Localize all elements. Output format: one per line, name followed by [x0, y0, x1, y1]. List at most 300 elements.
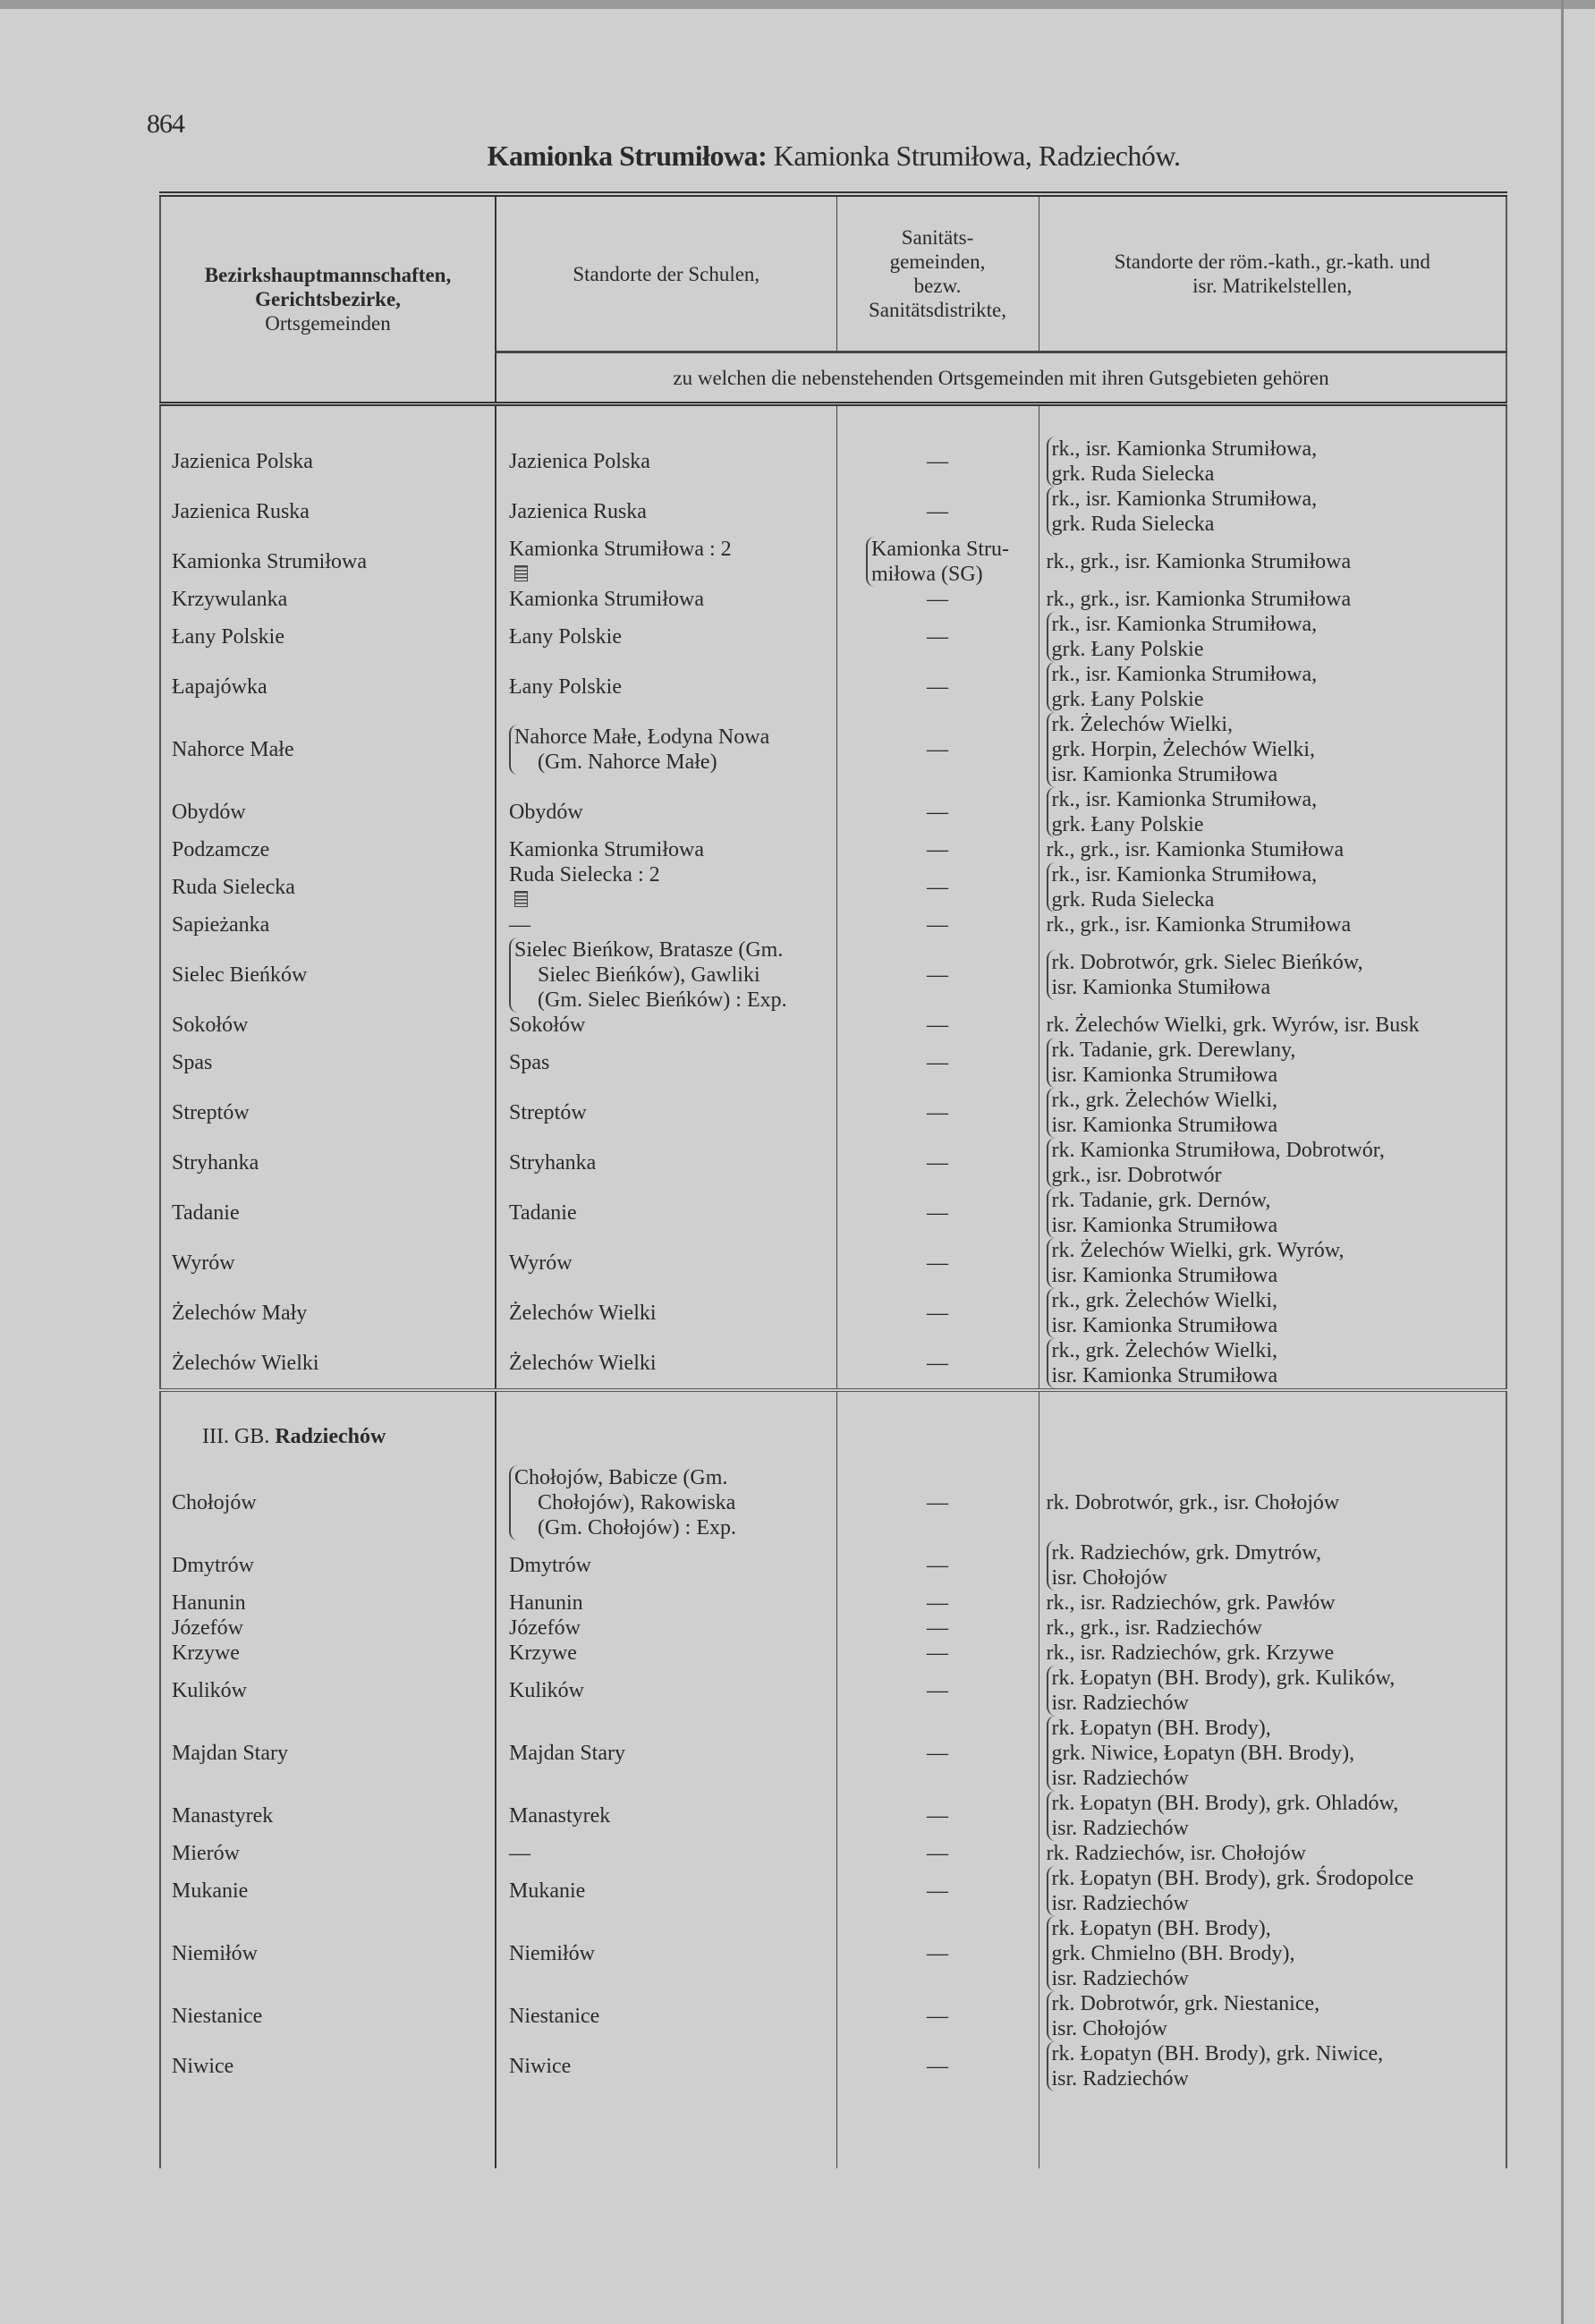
parish-registry [1039, 862, 1506, 912]
sanitary-line: — [927, 1591, 948, 1615]
table-row [160, 612, 1506, 662]
table-row [160, 912, 1506, 937]
school-line: Niemiłów [509, 1942, 595, 1965]
brace [1047, 1288, 1278, 1338]
sanitary-line: — [927, 876, 948, 899]
parish-registry [1039, 1916, 1506, 1991]
sanitary-district [836, 587, 1039, 612]
school-line: Wyrów [509, 1251, 573, 1275]
sanitary-district [836, 1138, 1039, 1188]
parish-registry [1039, 1841, 1506, 1866]
municipality-name: Manastyrek [160, 1791, 496, 1841]
parish-line: rk. Łopatyn (BH. Brody), [1051, 1917, 1271, 1940]
sanitary-line: — [927, 1554, 948, 1577]
header-line: Standorte der röm.-kath., gr.-kath. und [1114, 250, 1430, 273]
parish-line: isr. Kamionka Strumiłowa [1051, 1314, 1278, 1337]
parish-line: rk., isr. Kamionka Strumiłowa, [1051, 863, 1318, 886]
sanitary-district [836, 1666, 1039, 1716]
parish-registry [1039, 1288, 1506, 1338]
header-schools: Standorte der Schulen, [496, 194, 836, 352]
municipality-table [159, 191, 1507, 2168]
sanitary-line: — [927, 1616, 948, 1640]
sanitary-line: Kamionka Stru- [871, 538, 1009, 561]
sanitary-line: — [927, 1942, 948, 1965]
page-number: 864 [147, 109, 184, 139]
sanitary-line: — [927, 1101, 948, 1124]
sanitary-line: — [927, 1251, 948, 1275]
parish-line: rk., isr. Kamionka Strumiłowa, [1051, 488, 1318, 511]
table-row [160, 1338, 1506, 1390]
sanitary-line: — [927, 801, 948, 824]
parish-line: rk., grk. Żelechów Wielki, [1051, 1089, 1278, 1112]
table-row [160, 1288, 1506, 1338]
school-location [496, 1590, 836, 1616]
parish-registry [1039, 537, 1506, 587]
school-line: Jazienica Polska [509, 450, 650, 473]
parish-line: rk. Łopatyn (BH. Brody), grk. Kulików, [1051, 1667, 1396, 1690]
sanitary-line: — [927, 625, 948, 649]
heading-name: Radziechów [275, 1425, 386, 1448]
school-line: Jazienica Ruska [509, 500, 647, 523]
parish-registry [1039, 487, 1506, 537]
school-line: — [509, 913, 530, 937]
school-location [496, 612, 836, 662]
sanitary-line: — [927, 738, 948, 761]
parish-registry [1039, 1991, 1506, 2041]
school-location [496, 1641, 836, 1666]
school-location [496, 862, 836, 912]
header-line: Gerichtsbezirke, [255, 288, 401, 310]
school-location [496, 1188, 836, 1238]
header-line: gemeinden, [889, 250, 986, 273]
sanitary-district [836, 1616, 1039, 1641]
parish-line: rk. Radziechów, isr. Chołojów [1046, 1842, 1306, 1865]
sanitary-line: — [927, 913, 948, 937]
header-line: Sanitäts- [901, 226, 974, 249]
sanitary-district [836, 1288, 1039, 1338]
table-row [160, 787, 1506, 837]
parish-line: rk. Tadanie, grk. Dernów, [1051, 1189, 1271, 1212]
municipality-name: Kulików [160, 1666, 496, 1716]
brace [1047, 1991, 1320, 2041]
parish-registry [1039, 1038, 1506, 1088]
header-line: Sanitätsdistrikte, [869, 299, 1006, 321]
municipality-name: Stryhanka [160, 1138, 496, 1188]
brace [1047, 612, 1318, 662]
table-row [160, 1540, 1506, 1590]
sanitary-line: — [927, 1804, 948, 1828]
municipality-name: Obydów [160, 787, 496, 837]
brace [509, 937, 787, 1013]
parish-line: isr. Radziechów [1051, 1817, 1189, 1840]
municipality-name: Sielec Bieńków [160, 937, 496, 1013]
municipality-name: Chołojów [160, 1465, 496, 1540]
school-line: Streptów [509, 1101, 587, 1124]
table-row [160, 1238, 1506, 1288]
sanitary-district [836, 1841, 1039, 1866]
school-location [496, 487, 836, 537]
school-line: Żelechów Wielki [509, 1302, 657, 1325]
school-location [496, 1666, 836, 1716]
parish-registry [1039, 1338, 1506, 1390]
parish-line: isr. Kamionka Strumiłowa [1051, 1114, 1278, 1137]
sanitary-line: — [927, 1352, 948, 1375]
table-row [160, 862, 1506, 912]
municipality-name: Krzywe [160, 1641, 496, 1666]
sanitary-line: — [927, 1051, 948, 1074]
municipality-name: Niemiłów [160, 1916, 496, 1991]
parish-line: rk. Dobrotwór, grk. Sielec Bieńków, [1051, 951, 1363, 974]
sanitary-line: — [927, 1679, 948, 1702]
school-line: Stryhanka [509, 1151, 597, 1175]
sanitary-district [836, 1338, 1039, 1390]
sanitary-district [836, 1188, 1039, 1238]
brace [1047, 1338, 1278, 1388]
municipality-name: Niwice [160, 2041, 496, 2091]
school-location [496, 937, 836, 1013]
table-row [160, 1088, 1506, 1138]
municipality-name: Jazienica Polska [160, 437, 496, 487]
sanitary-district [836, 912, 1039, 937]
header-line: bezw. [913, 275, 962, 297]
parish-line: isr. Kamionka Strumiłowa [1051, 763, 1278, 786]
school-line: Łany Polskie [509, 625, 622, 649]
school-line: Żelechów Wielki [509, 1352, 657, 1375]
sanitary-district [836, 937, 1039, 1013]
sanitary-line: — [927, 1641, 948, 1665]
municipality-name: Kamionka Strumiłowa [160, 537, 496, 587]
parish-line: grk. Ruda Sielecka [1051, 513, 1215, 536]
parish-line: grk., isr. Dobrotwór [1051, 1164, 1222, 1187]
school-location [496, 1138, 836, 1188]
municipality-name: Hanunin [160, 1590, 496, 1616]
table-row [160, 1138, 1506, 1188]
school-location [496, 1716, 836, 1791]
school-line: — [509, 1842, 530, 1865]
parish-line: rk. Łopatyn (BH. Brody), [1051, 1717, 1271, 1740]
municipality-name: Majdan Stary [160, 1716, 496, 1791]
section-heading [160, 1408, 496, 1465]
parish-line: grk. Ruda Sielecka [1051, 888, 1215, 912]
parish-registry [1039, 1716, 1506, 1791]
sanitary-line: — [927, 675, 948, 699]
municipality-name: Ruda Sielecka [160, 862, 496, 912]
header-line: Ortsgemeinden [265, 312, 391, 335]
sanitary-district [836, 437, 1039, 487]
sanitary-line: — [927, 2005, 948, 2028]
parish-registry [1039, 937, 1506, 1013]
school-location [496, 1038, 836, 1088]
municipality-name: Podzamcze [160, 837, 496, 862]
school-line: Niwice [509, 2055, 572, 2078]
brace [1047, 1866, 1414, 1916]
sanitary-district [836, 1590, 1039, 1616]
school-location [496, 587, 836, 612]
sanitary-district [836, 2041, 1039, 2091]
parish-line: grk. Ruda Sielecka [1051, 462, 1215, 486]
sanitary-district [836, 487, 1039, 537]
header-subheader: zu welchen die nebenstehenden Ortsgemeinden mit ihren Gutsgebieten gehören [496, 352, 1506, 404]
parish-line: rk., grk., isr. Kamionka Strumiłowa [1046, 913, 1352, 937]
sanitary-district [836, 1038, 1039, 1088]
sanitary-line: — [927, 1014, 948, 1037]
parish-registry [1039, 787, 1506, 837]
table-row [160, 937, 1506, 1013]
school-line: Chołojów, Babicze (Gm. [514, 1466, 728, 1489]
school-location [496, 1088, 836, 1138]
parish-registry [1039, 587, 1506, 612]
brace [1047, 787, 1318, 837]
scan-edge-right [1561, 0, 1564, 2324]
municipality-name: Dmytrów [160, 1540, 496, 1590]
school-location [496, 712, 836, 787]
municipality-name: Streptów [160, 1088, 496, 1138]
school-line: Manastyrek [509, 1804, 611, 1828]
sanitary-line: miłowa (SG) [871, 563, 983, 586]
brace [1047, 2041, 1384, 2091]
parish-line: isr. Kamionka Strumiłowa [1051, 1364, 1278, 1387]
sanitary-line: — [927, 2055, 948, 2078]
sanitary-district [836, 1465, 1039, 1540]
school-building-icon [514, 891, 528, 907]
table-row [160, 537, 1506, 587]
school-location [496, 1013, 836, 1038]
table-row [160, 1916, 1506, 1991]
parish-line: rk., isr. Kamionka Strumiłowa, [1051, 663, 1318, 686]
municipality-name: Mierów [160, 1841, 496, 1866]
brace [1047, 487, 1318, 537]
header-line: isr. Matrikelstellen, [1192, 275, 1353, 297]
brace [1047, 950, 1363, 1000]
sanitary-district [836, 1238, 1039, 1288]
school-line: Chołojów), Rakowiska [538, 1491, 736, 1514]
municipality-name: Józefów [160, 1616, 496, 1641]
parish-line: rk. Łopatyn (BH. Brody), grk. Ohladów, [1051, 1792, 1399, 1815]
municipality-name: Krzywulanka [160, 587, 496, 612]
parish-line: rk. Żelechów Wielki, [1051, 713, 1234, 736]
parish-line: rk., isr. Kamionka Strumiłowa, [1051, 613, 1318, 636]
heading-prefix: III. GB. [202, 1425, 270, 1448]
parish-line: isr. Chołojów [1051, 2017, 1167, 2040]
parish-line: rk., grk. Żelechów Wielki, [1051, 1289, 1278, 1312]
sanitary-district [836, 1716, 1039, 1791]
header-parishes [1039, 194, 1506, 352]
sanitary-line: — [927, 1151, 948, 1175]
brace [1047, 712, 1316, 787]
brace [1047, 1088, 1278, 1138]
school-location [496, 1540, 836, 1590]
municipality-name: Jazienica Ruska [160, 487, 496, 537]
brace [1047, 1038, 1296, 1088]
table-row [160, 1641, 1506, 1666]
sanitary-district [836, 787, 1039, 837]
parish-line: rk., grk., isr. Kamionka Strumiłowa [1046, 550, 1352, 573]
parish-line: grk. Łany Polskie [1051, 688, 1204, 711]
parish-line: rk., isr. Radziechów, grk. Krzywe [1046, 1641, 1335, 1665]
school-line: Niestanice [509, 2005, 600, 2028]
parish-line: isr. Radziechów [1051, 1967, 1189, 1990]
school-line: Ruda Sielecka : 2 [509, 863, 660, 886]
school-building-icon [514, 565, 528, 581]
parish-line: rk. Żelechów Wielki, grk. Wyrów, isr. Busk [1046, 1014, 1420, 1037]
table-row [160, 1716, 1506, 1791]
school-location [496, 1991, 836, 2041]
page-title [0, 140, 1595, 173]
brace [1047, 437, 1318, 487]
sanitary-district [836, 862, 1039, 912]
school-location [496, 662, 836, 712]
school-location [496, 437, 836, 487]
school-location [496, 787, 836, 837]
sanitary-district [836, 1791, 1039, 1841]
school-location [496, 2041, 836, 2091]
table-row [160, 1590, 1506, 1616]
school-line: Józefów [509, 1616, 581, 1640]
brace [509, 1465, 736, 1540]
header-line: Bezirkshauptmannschaften, [204, 264, 452, 286]
parish-registry [1039, 1641, 1506, 1666]
parish-registry [1039, 1238, 1506, 1288]
table-row [160, 587, 1506, 612]
school-location [496, 1465, 836, 1540]
parish-line: rk. Łopatyn (BH. Brody), grk. Niwice, [1051, 2042, 1384, 2065]
school-location [496, 1791, 836, 1841]
sanitary-district [836, 837, 1039, 862]
parish-registry [1039, 912, 1506, 937]
sanitary-line: — [927, 450, 948, 473]
parish-registry [1039, 837, 1506, 862]
brace [866, 537, 1009, 587]
parish-registry [1039, 1013, 1506, 1038]
sanitary-district [836, 1991, 1039, 2041]
municipality-name: Nahorce Małe [160, 712, 496, 787]
school-line: Obydów [509, 801, 583, 824]
parish-line: rk. Żelechów Wielki, grk. Wyrów, [1051, 1239, 1345, 1262]
scan-edge-top [0, 0, 1595, 9]
brace [1047, 1666, 1396, 1716]
school-line: Tadanie [509, 1201, 577, 1225]
parish-line: isr. Kamionka Strumiłowa [1051, 1214, 1278, 1237]
title-district: Kamionka Strumiłowa: [487, 140, 768, 172]
table-row [160, 1791, 1506, 1841]
header-municipalities [160, 194, 496, 404]
table-row [160, 1991, 1506, 2041]
brace [509, 725, 769, 775]
school-line: (Gm. Sielec Bieńków) : Exp. [538, 988, 787, 1012]
parish-line: rk. Tadanie, grk. Derewlany, [1051, 1039, 1296, 1062]
parish-registry [1039, 1791, 1506, 1841]
school-location [496, 1916, 836, 1991]
brace [1047, 1238, 1345, 1288]
parish-registry [1039, 437, 1506, 487]
municipality-name: Tadanie [160, 1188, 496, 1238]
sanitary-line: — [927, 1491, 948, 1514]
sanitary-line: — [927, 1201, 948, 1225]
parish-line: rk., grk., isr. Kamionka Strumiłowa [1046, 588, 1352, 611]
parish-line: grk. Niwice, Łopatyn (BH. Brody), [1051, 1742, 1355, 1765]
school-line: Spas [509, 1051, 550, 1074]
sanitary-district [836, 1013, 1039, 1038]
sanitary-district [836, 712, 1039, 787]
brace [1047, 1791, 1399, 1841]
table-row [160, 2041, 1506, 2091]
brace [1047, 1540, 1321, 1590]
brace [1047, 662, 1318, 712]
parish-registry [1039, 1465, 1506, 1540]
school-line: Sielec Bieńków), Gawliki [538, 963, 760, 987]
table-row [160, 437, 1506, 487]
parish-line: isr. Radziechów [1051, 1692, 1189, 1715]
sanitary-district [836, 1540, 1039, 1590]
parish-line: rk., isr. Radziechów, grk. Pawłów [1046, 1591, 1336, 1615]
brace [1047, 1716, 1355, 1791]
parish-registry [1039, 612, 1506, 662]
municipality-name: Sokołów [160, 1013, 496, 1038]
parish-registry [1039, 1540, 1506, 1590]
parish-line: isr. Chołojów [1051, 1566, 1167, 1590]
sanitary-line: — [927, 500, 948, 523]
school-line: Mukanie [509, 1879, 586, 1903]
school-location [496, 1866, 836, 1916]
sanitary-district [836, 1088, 1039, 1138]
parish-line: grk. Łany Polskie [1051, 813, 1204, 836]
parish-line: rk. Dobrotwór, grk., isr. Chołojów [1046, 1491, 1340, 1514]
school-location [496, 837, 836, 862]
school-location [496, 1338, 836, 1390]
school-line: Majdan Stary [509, 1742, 625, 1765]
table-row [160, 837, 1506, 862]
school-line: (Gm. Nahorce Małe) [538, 751, 717, 774]
title-subdistricts: Kamionka Strumiłowa, Radziechów. [773, 140, 1181, 172]
school-location [496, 1238, 836, 1288]
table-row [160, 1841, 1506, 1866]
school-line: (Gm. Chołojów) : Exp. [538, 1516, 736, 1539]
municipality-name: Żelechów Wielki [160, 1338, 496, 1390]
parish-line: isr. Kamionka Strumiłowa [1051, 1264, 1278, 1287]
municipality-name: Mukanie [160, 1866, 496, 1916]
school-line: Nahorce Małe, Łodyna Nowa [514, 725, 770, 749]
parish-registry [1039, 662, 1506, 712]
parish-registry [1039, 1666, 1506, 1716]
sanitary-district [836, 662, 1039, 712]
table-row [160, 1013, 1506, 1038]
school-line: Hanunin [509, 1591, 583, 1615]
parish-line: rk., grk., isr. Radziechów [1046, 1616, 1262, 1640]
brace [1047, 1916, 1295, 1991]
parish-registry [1039, 1088, 1506, 1138]
school-line: Kamionka Strumiłowa [509, 588, 704, 611]
parish-line: rk. Dobrotwór, grk. Niestanice, [1051, 1992, 1320, 2015]
table-row [160, 1038, 1506, 1088]
brace [1047, 1138, 1385, 1188]
table-row [160, 662, 1506, 712]
school-line: Sokołów [509, 1014, 586, 1037]
sanitary-line: — [927, 1302, 948, 1325]
table-row [160, 487, 1506, 537]
sanitary-district [836, 1641, 1039, 1666]
sanitary-line: — [927, 1842, 948, 1865]
school-line: Kamionka Strumiłowa [509, 838, 704, 861]
school-line: Łany Polskie [509, 675, 622, 699]
municipality-name: Spas [160, 1038, 496, 1088]
table-row [160, 1188, 1506, 1238]
parish-line: rk., isr. Kamionka Strumiłowa, [1051, 437, 1318, 461]
parish-registry [1039, 2041, 1506, 2091]
school-line: Kulików [509, 1679, 584, 1702]
brace [1047, 862, 1318, 912]
parish-line: rk., isr. Kamionka Strumiłowa, [1051, 788, 1318, 811]
parish-registry [1039, 1616, 1506, 1641]
